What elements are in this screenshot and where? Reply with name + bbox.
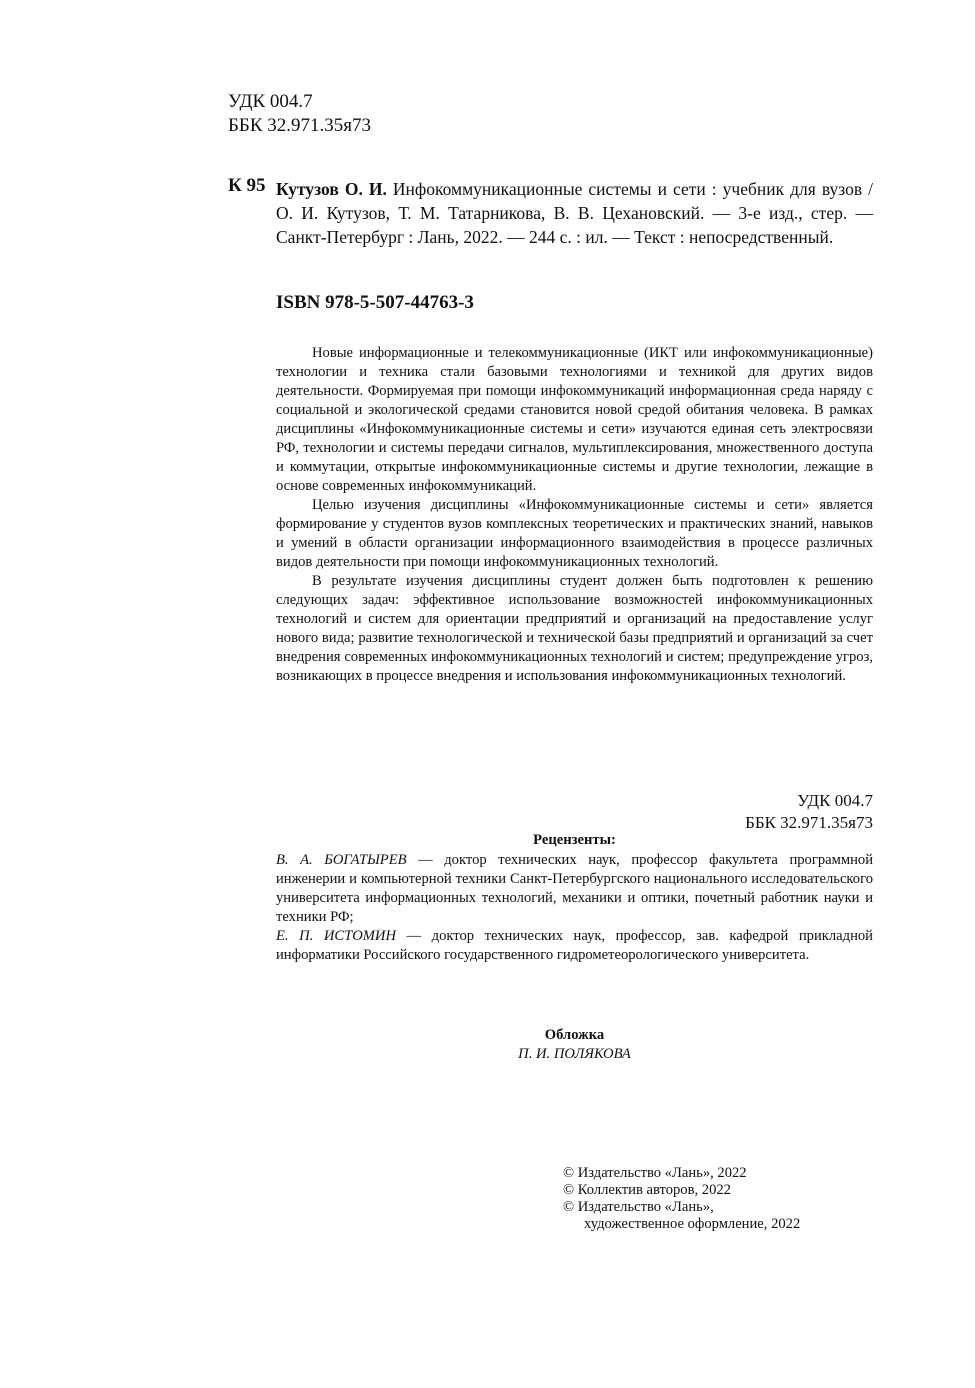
cover-designer: П. И. ПОЛЯКОВА (518, 1046, 631, 1062)
biblio-author: Кутузов О. И. (276, 179, 387, 199)
cover-heading: Обложка (544, 1027, 605, 1043)
reviewers-list (276, 851, 873, 965)
abstract-paragraph-2: Целью изучения дисциплины «Инфокоммуникационные системы и сети» является формирование у студентов вузов комплексных теоретических и практических знаний, навыков и умений в области организации информационного взаимодействия в процессе различных видов деятельности при помощи инфокоммуникационных технологий. (276, 497, 873, 570)
reviewer-1-name: В. А. БОГАТЫРЕВ (276, 852, 407, 868)
copyright-line-4: художественное оформление, 2022 (584, 1216, 801, 1232)
copyright-line-2: © Коллектив авторов, 2022 (563, 1182, 731, 1198)
classification-codes-right (620, 790, 873, 834)
copyright-line-3: © Издательство «Лань», (563, 1199, 714, 1215)
reviewer-2 (276, 927, 873, 965)
abstract-paragraph-1: Новые информационные и телекоммуникационные (ИКТ или инфокоммуникационные) технологии и техника стали базовыми технологиями и техникой для других видов деятельности. Формируемая при помощи инфокоммуникаций информационная среда наряду с социальной и экологической средами становится новой средой обитания человека. В рамках дисциплины «Инфокоммуникационные системы и сети» изучаются единая сеть электросвязи РФ, технологии и системы передачи сигналов, мультиплексирования, множественного доступа и коммутации, открытые инфокоммуникационные системы и другие технологии, лежащие в основе современных инфокоммуникаций. (276, 345, 873, 494)
classification-codes-top (228, 90, 371, 138)
abstract-paragraph-3: В результате изучения дисциплины студент должен быть подготовлен к решению следующих задач: эффективное использование возможностей инфокоммуникационных технологий и систем для ориентации предприятий и организаций на предоставление услуг нового вида; развитие технологической и технической базы предприятий и организаций за счет внедрения современных инфокоммуникационных технологий и систем; предупреждение угроз, возникающих в процессе внедрения и использования инфокоммуникационных технологий. (276, 573, 873, 684)
udk-code-right: УДК 004.7 (797, 791, 873, 810)
reviewer-2-name: Е. П. ИСТОМИН (276, 928, 396, 944)
author-mark: К 95 (228, 175, 266, 196)
bbk-code-right: ББК 32.971.35я73 (745, 813, 873, 832)
biblio-text: Инфокоммуникационные системы и сети : учебник для вузов / О. И. Кутузов, Т. М. Татарникова, В. В. Цехановский. — 3-е изд., стер. — Санкт-Петербург : Лань, 2022. — 244 с. : ил. — Текст : непосредственный. (276, 179, 873, 247)
copyright-line-1: © Издательство «Лань», 2022 (563, 1165, 747, 1181)
abstract (276, 344, 873, 686)
reviewer-1 (276, 851, 873, 927)
bibliographic-record (276, 177, 873, 249)
reviewers-heading: Рецензенты: (533, 832, 616, 848)
bbk-code: ББК 32.971.35я73 (228, 115, 371, 136)
reviewer-2-desc: — доктор технических наук, профессор, зав. кафедрой прикладной информатики Российского государственного гидрометеорологического университета. (276, 928, 873, 963)
isbn: ISBN 978-5-507-44763-3 (276, 292, 474, 313)
udk-code: УДК 004.7 (228, 91, 313, 112)
copyright-block (563, 1165, 800, 1233)
reviewer-1-desc: — доктор технических наук, профессор факультета программной инженерии и компьютерной техники Санкт-Петербургского национального исследовательского университета информационных технологий, механики и оптики, почетный работник науки и техники РФ; (276, 852, 873, 925)
